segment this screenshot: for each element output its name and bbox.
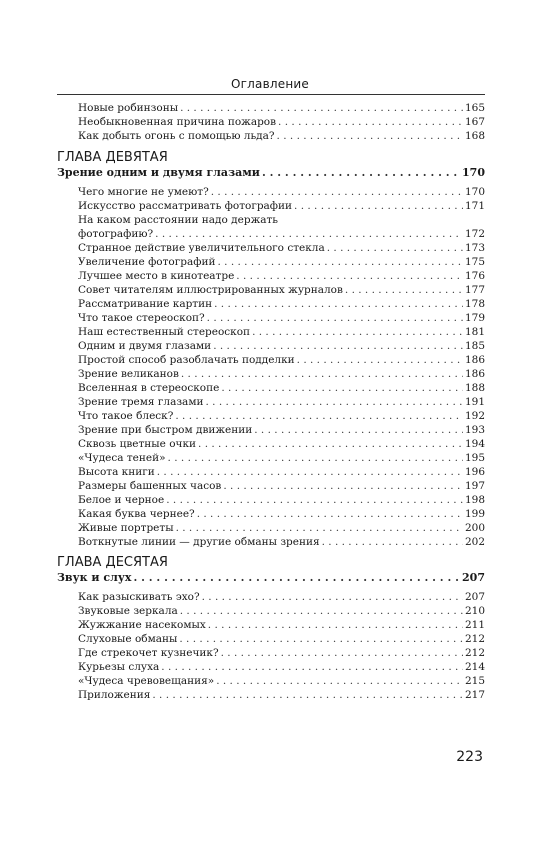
toc-entry[interactable]: [78, 465, 485, 479]
entry-title: Искусство рассматривать фотографии: [78, 200, 293, 212]
running-header: Оглавление: [231, 77, 309, 91]
entry-title: Рассматривание картин: [78, 298, 213, 310]
entry-page: 181: [464, 326, 485, 338]
leader-dots: [152, 688, 463, 702]
entry-title: Живые портреты: [78, 522, 174, 534]
entry-title: Воткнутые линии — другие обманы зрения: [78, 536, 320, 548]
entry-title: Зрение при быстром движении: [78, 424, 253, 436]
entry-title: Простой способ разоблачать подделки: [78, 354, 295, 366]
leader-dots: [168, 451, 463, 465]
leader-dots: [180, 101, 463, 115]
toc-entry[interactable]: [78, 283, 485, 297]
leader-dots: [294, 199, 463, 213]
toc-entry[interactable]: [78, 269, 485, 283]
leader-dots: [175, 409, 463, 423]
entry-page: 199: [464, 508, 485, 520]
toc-entry[interactable]: [78, 507, 485, 521]
chapter-heading: ГЛАВА ДЕСЯТАЯ: [57, 555, 168, 570]
entry-title: Где стрекочет кузнечик?: [78, 647, 219, 659]
leader-dots: [236, 269, 463, 283]
toc-entry[interactable]: [78, 479, 485, 493]
entry-page: 195: [464, 452, 485, 464]
leader-dots: [216, 674, 463, 688]
toc-entry[interactable]: [78, 381, 485, 395]
entry-title: Необыкновенная причина пожаров: [78, 116, 277, 128]
entry-page: 192: [464, 410, 485, 422]
toc-entry[interactable]: [78, 688, 485, 702]
toc-entry[interactable]: [78, 535, 485, 549]
toc-entry[interactable]: [78, 604, 485, 618]
entry-title: Сквозь цветные очки: [78, 438, 197, 450]
entry-title: Слуховые обманы: [78, 633, 178, 645]
entry-title: Наш естественный стереоскоп: [78, 326, 251, 338]
entry-page: 200: [464, 522, 485, 534]
toc-entry[interactable]: [78, 660, 485, 674]
toc-entry[interactable]: [78, 227, 485, 241]
toc-entry[interactable]: [78, 409, 485, 423]
entry-page: 179: [464, 312, 485, 324]
toc-entry[interactable]: [78, 493, 485, 507]
toc-entry[interactable]: [78, 674, 485, 688]
entry-page: 211: [464, 619, 485, 631]
leader-dots: [252, 325, 463, 339]
toc-entry[interactable]: [78, 101, 485, 115]
leader-dots: [214, 297, 463, 311]
entry-title: Новые робинзоны: [78, 102, 179, 114]
toc-entry[interactable]: [78, 241, 485, 255]
leader-dots: [181, 367, 463, 381]
leader-dots: [217, 255, 462, 269]
entry-page: 197: [464, 480, 485, 492]
entry-title: Что такое блеск?: [78, 410, 174, 422]
leader-dots: [221, 646, 463, 660]
header-rule: [57, 94, 485, 95]
entry-page: 217: [464, 689, 485, 701]
entry-page: 172: [464, 228, 485, 240]
leader-dots: [277, 129, 463, 143]
section-entry[interactable]: [57, 571, 485, 585]
entry-page: 196: [464, 466, 485, 478]
entry-title: Вселенная в стереоскопе: [78, 382, 220, 394]
entry-page: 198: [464, 494, 485, 506]
entry-title: Совет читателям иллюстрированных журналов: [78, 284, 343, 296]
entry-page: 188: [464, 382, 485, 394]
toc-entry[interactable]: [78, 311, 485, 325]
entry-page: 191: [464, 396, 485, 408]
entry-title: Размеры башенных часов: [78, 480, 222, 492]
leader-dots: [179, 632, 463, 646]
leader-dots: [205, 395, 462, 409]
toc-entry[interactable]: [78, 185, 485, 199]
entry-title: Что такое стереоскоп?: [78, 312, 205, 324]
entry-page: 186: [464, 354, 485, 366]
toc-entry[interactable]: [78, 437, 485, 451]
entry-title: Зрение великанов: [78, 368, 179, 380]
toc-entry[interactable]: [78, 451, 485, 465]
leader-dots: [297, 353, 463, 367]
leader-dots: [197, 507, 463, 521]
entry-title: «Чудеса теней»: [78, 452, 166, 464]
toc-entry[interactable]: [78, 521, 485, 535]
toc-entry[interactable]: [78, 199, 485, 213]
leader-dots: [327, 241, 463, 255]
toc-entry[interactable]: [78, 367, 485, 381]
leader-dots: [211, 185, 463, 199]
leader-dots: [223, 479, 463, 493]
entry-title: Приложения: [78, 689, 151, 701]
entry-title: Странное действие увеличительного стекла: [78, 242, 325, 254]
section-title: Звук и слух: [57, 571, 132, 584]
entry-title: Жужжание насекомых: [78, 619, 206, 631]
toc-entry[interactable]: [78, 590, 485, 604]
entry-title: фотографию?: [78, 228, 154, 240]
toc-entry[interactable]: [78, 325, 485, 339]
section-page: 170: [462, 166, 485, 179]
entry-page: 207: [464, 591, 485, 603]
entry-page: 194: [464, 438, 485, 450]
entry-title: Как добыть огонь с помощью льда?: [78, 130, 275, 142]
entry-title: Какая буква чернее?: [78, 508, 195, 520]
entry-page: 167: [464, 116, 485, 128]
entry-title: Звуковые зеркала: [78, 605, 178, 617]
entry-page: 210: [464, 605, 485, 617]
toc-entry[interactable]: [78, 129, 485, 143]
entry-title: Зрение тремя глазами: [78, 396, 204, 408]
toc-entry[interactable]: [78, 632, 485, 646]
entry-page: 176: [464, 270, 485, 282]
toc-entry-wrap-line[interactable]: На каком расстоянии надо держать: [78, 214, 279, 226]
entry-page: 170: [464, 186, 485, 198]
entry-page: 214: [464, 661, 485, 673]
entry-title: Одним и двумя глазами: [78, 340, 212, 352]
leader-dots: [254, 423, 463, 437]
leader-dots: [166, 493, 463, 507]
entry-page: 168: [464, 130, 485, 142]
leader-dots: [180, 604, 463, 618]
entry-title: Лучшее место в кинотеатре: [78, 270, 235, 282]
entry-page: 215: [464, 675, 485, 687]
entry-page: 212: [464, 633, 485, 645]
leader-dots: [198, 437, 463, 451]
entry-page: 178: [464, 298, 485, 310]
entry-title: Курьезы слуха: [78, 661, 160, 673]
leader-dots: [133, 571, 460, 585]
leader-dots: [208, 618, 463, 632]
entry-page: 185: [464, 340, 485, 352]
toc-entry[interactable]: [78, 618, 485, 632]
leader-dots: [207, 311, 463, 325]
entry-page: 177: [464, 284, 485, 296]
entry-title: Увеличение фотографий: [78, 256, 216, 268]
entry-page: 193: [464, 424, 485, 436]
leader-dots: [155, 227, 463, 241]
leader-dots: [176, 521, 463, 535]
entry-title: Белое и черное: [78, 494, 165, 506]
leader-dots: [157, 465, 463, 479]
toc-entry[interactable]: [78, 339, 485, 353]
entry-page: 212: [464, 647, 485, 659]
entry-title: Высота книги: [78, 466, 155, 478]
entry-page: 171: [464, 200, 485, 212]
toc-entry[interactable]: [78, 297, 485, 311]
page-number: 223: [456, 749, 483, 765]
section-page: 207: [462, 571, 485, 584]
toc-entry[interactable]: [78, 395, 485, 409]
section-entry[interactable]: [57, 166, 485, 180]
leader-dots: [278, 115, 463, 129]
toc-entry[interactable]: [78, 115, 485, 129]
entry-title: Как разыскивать эхо?: [78, 591, 200, 603]
entry-page: 175: [464, 256, 485, 268]
entry-page: 165: [464, 102, 485, 114]
leader-dots: [322, 535, 463, 549]
leader-dots: [262, 166, 460, 180]
toc-entry[interactable]: [78, 255, 485, 269]
toc-entry[interactable]: [78, 353, 485, 367]
entry-page: 202: [464, 536, 485, 548]
leader-dots: [221, 381, 463, 395]
leader-dots: [213, 339, 463, 353]
leader-dots: [202, 590, 463, 604]
entry-page: 173: [464, 242, 485, 254]
chapter-heading: ГЛАВА ДЕВЯТАЯ: [57, 150, 168, 165]
leader-dots: [345, 283, 463, 297]
toc-entry[interactable]: [78, 423, 485, 437]
entry-title: «Чудеса чревовещания»: [78, 675, 215, 687]
entry-title: Чего многие не умеют?: [78, 186, 209, 198]
leader-dots: [161, 660, 463, 674]
section-title: Зрение одним и двумя глазами: [57, 166, 260, 179]
entry-page: 186: [464, 368, 485, 380]
toc-entry[interactable]: [78, 646, 485, 660]
